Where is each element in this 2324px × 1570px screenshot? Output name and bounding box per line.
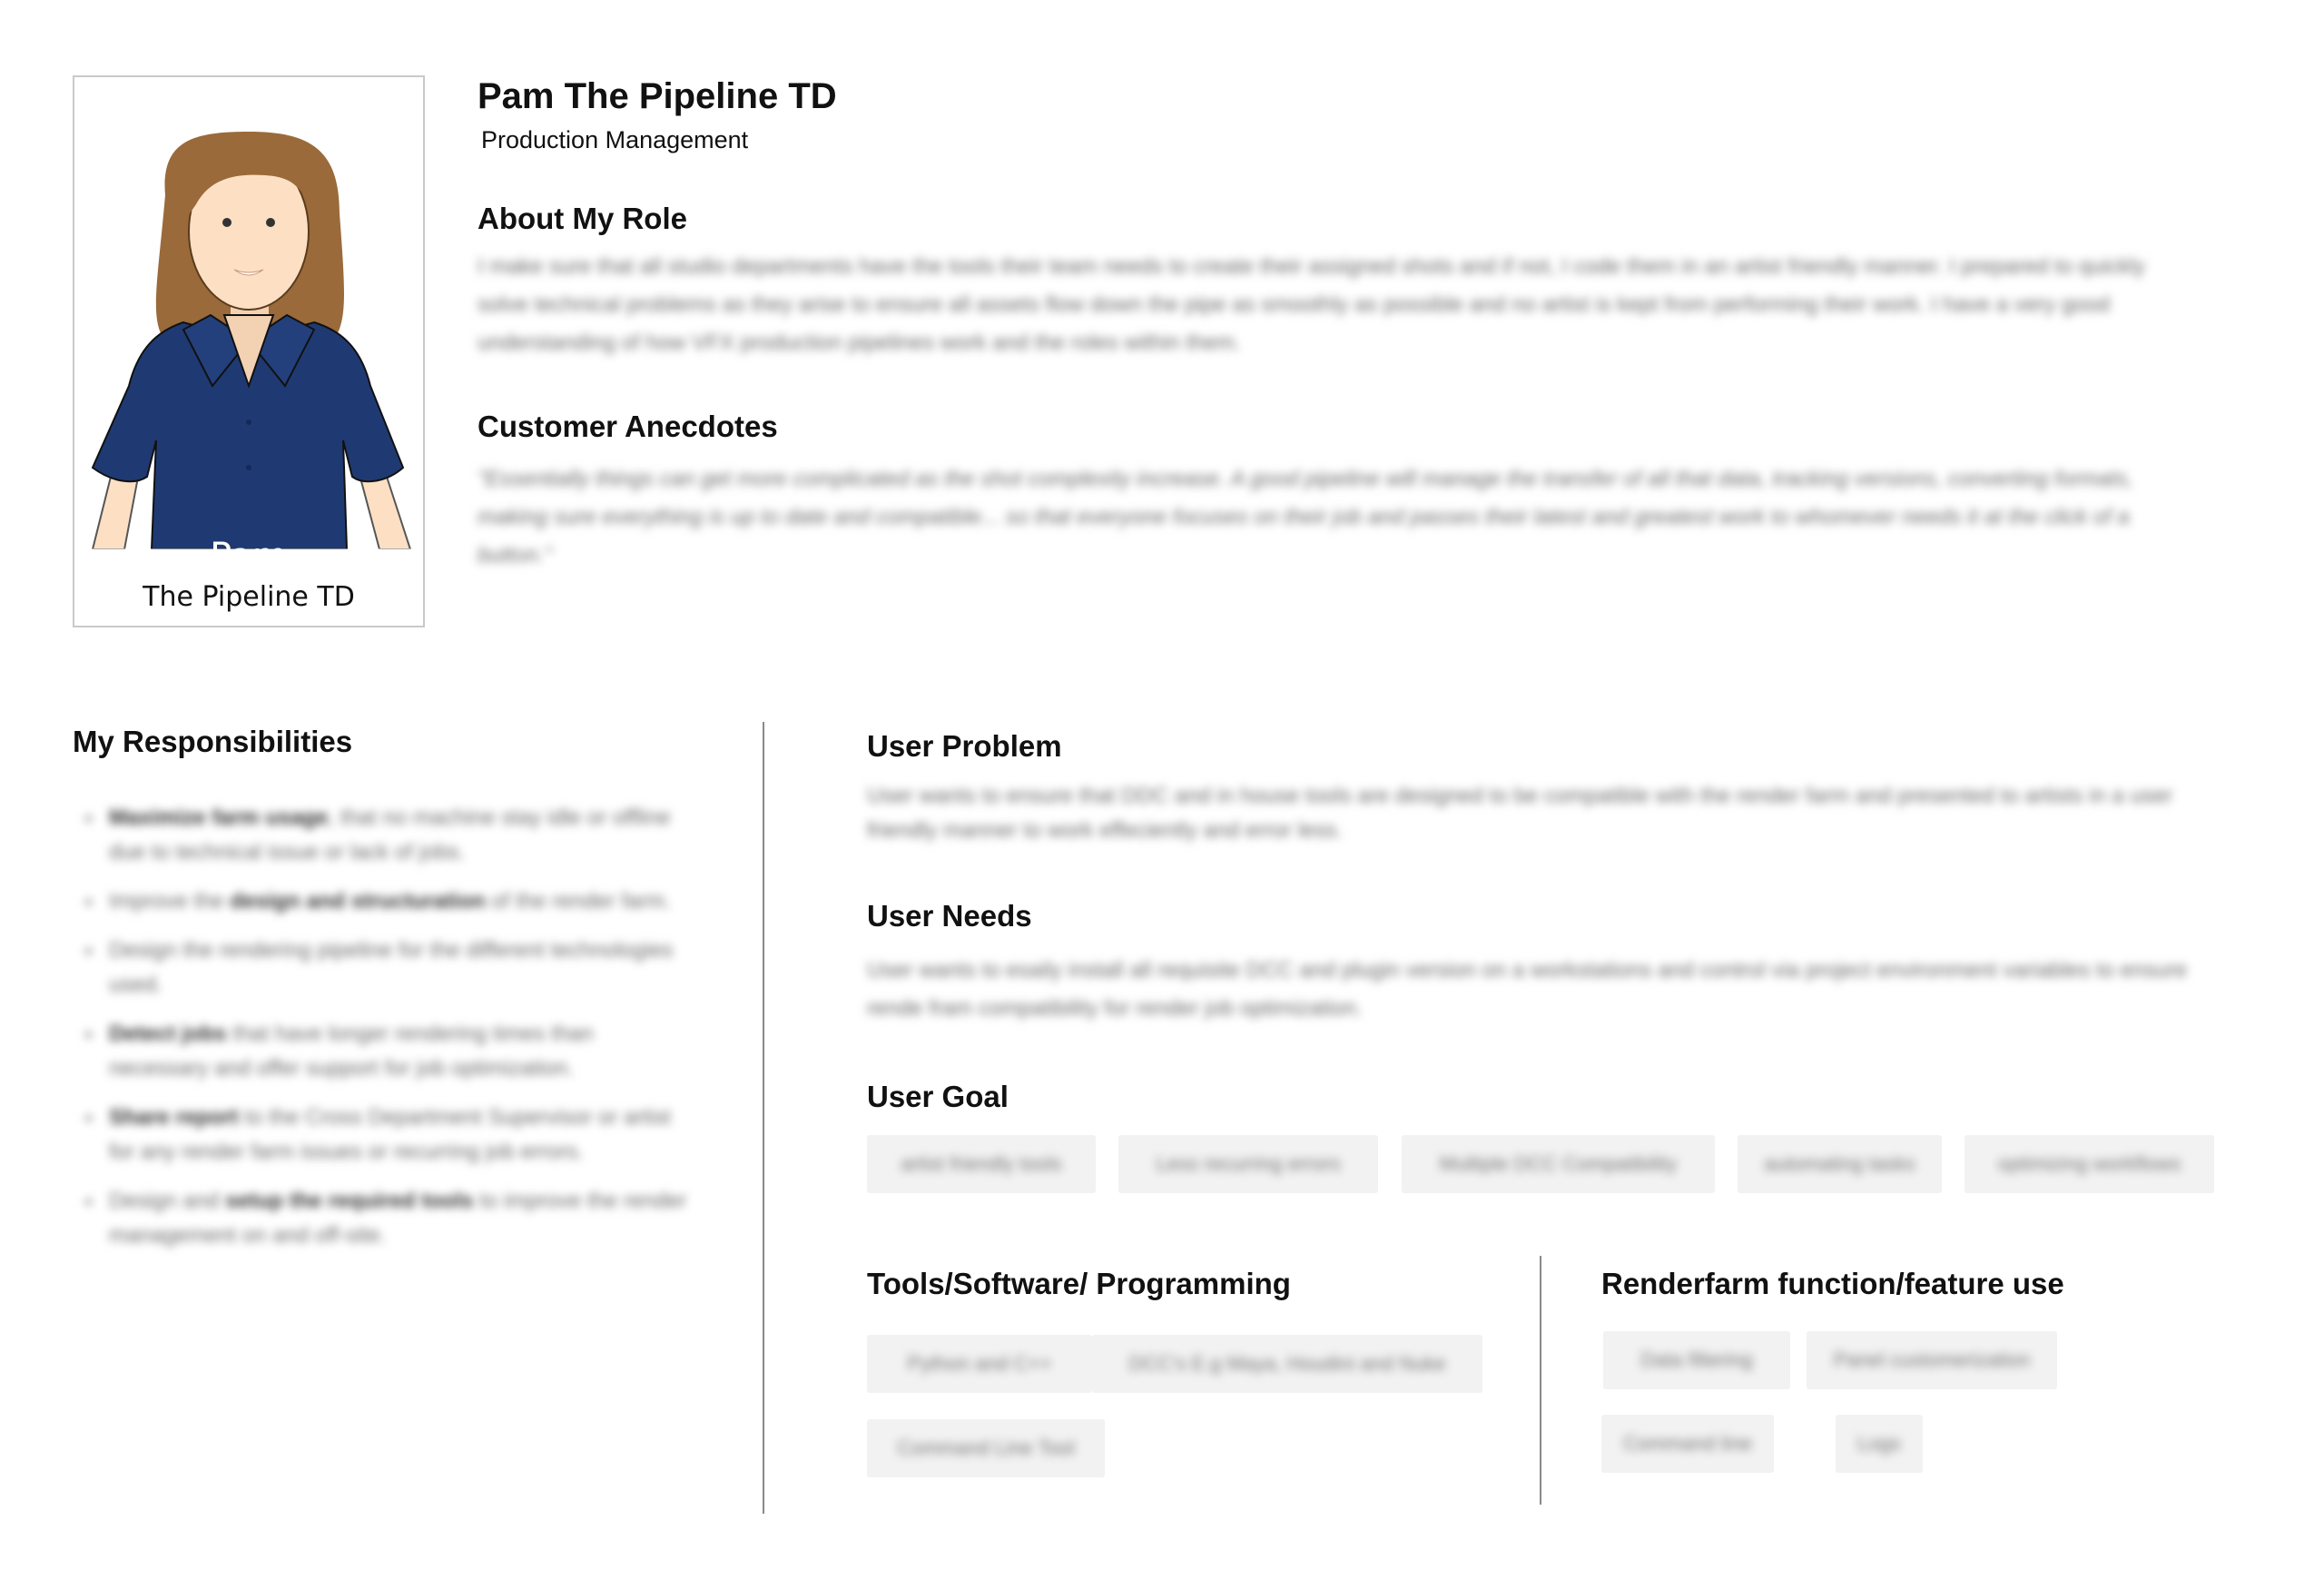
renderfarm-chip: Data filtering [1603, 1331, 1790, 1389]
about-heading: About My Role [478, 202, 687, 235]
list-item: Share report to the Cross Department Supervisor or artist for any render farm issues or recurring job errors. [73, 1101, 690, 1170]
goal-chip: Less recurring errors [1118, 1135, 1378, 1193]
list-item: Design the rendering pipeline for the different technologies used. [73, 933, 690, 1002]
persona-illustration [74, 77, 423, 549]
anecdotes-text: "Essentially things can get more complicated as the shot complexity increase. A good pipeline will manage the transfer of all that data, tracking versions, converting formats, making sure everything is up to date and compatible... so that everyone focuses on their job and passes their latest and greatest work to whomever needs it at the click of a button." [478, 467, 2133, 568]
user-needs-text: User wants to esaily install all requisite DCC and plugin version on a workstations and control via project environment variables to ensure rende fram compatibility for render job optimization. [867, 958, 2188, 1021]
list-item: Maximize farm usage, that no machine stay idle or offline due to technical issue or lack of jobs. [73, 801, 690, 870]
anecdotes-heading: Customer Anecdotes [478, 410, 778, 443]
renderfarm-heading: Renderfarm function/feature use [1601, 1267, 2064, 1300]
list-item: Design and setup the required tools to improve the render management on and off-site. [73, 1184, 690, 1253]
list-item: Detect jobs that have longer rendering times than necessary and offer support for job optimization. [73, 1017, 690, 1086]
goal-chip: Multiple DCC Compatibility [1402, 1135, 1715, 1193]
column-divider [763, 722, 764, 1514]
responsibilities-list [73, 801, 690, 1268]
tools-heading: Tools/Software/ Programming [867, 1267, 1291, 1300]
responsibilities-heading: My Responsibilities [73, 725, 353, 758]
list-item: Improve the design and structuration of the render farm. [73, 884, 690, 919]
renderfarm-chip: Command line [1601, 1415, 1774, 1473]
user-problem-heading: User Problem [867, 729, 1062, 763]
goal-chip: optimizing workflows [1965, 1135, 2214, 1193]
tools-chip: Python and C++ [867, 1335, 1092, 1393]
user-goal-heading: User Goal [867, 1080, 1009, 1113]
section-divider [1540, 1256, 1541, 1505]
page-title: Pam The Pipeline TD [478, 76, 837, 116]
renderfarm-chip: Panel customerization [1807, 1331, 2057, 1389]
user-problem-text: User wants to ensure that DDC and in house tools are designed to be compatible with the render farm and presented to artists in a user friendly manner to work effeciently and error less. [867, 784, 2173, 843]
persona-card [73, 75, 425, 627]
about-text: I make sure that all studio departments have the tools their team needs to create their assigned shots and if not, I code them in an artist friendly manner. I prepared to quickly solve technical problems as they arise to ensure all assets flow down the pipe as smoothly as possible and no artist is kept from performing their work. I have a very good understanding of how VFX production pipelines work and the roles within them. [478, 254, 2146, 355]
user-needs-heading: User Needs [867, 899, 1032, 933]
goal-chip: automating tasks [1738, 1135, 1942, 1193]
tools-chip: Command Line Tool [867, 1419, 1105, 1477]
page-subtitle: Production Management [481, 126, 749, 153]
tools-chip: DCC's E.g Maya, Houdini and Nuke [1092, 1335, 1482, 1393]
persona-caption: The Pipeline TD [143, 581, 355, 613]
renderfarm-chip: Logs [1836, 1415, 1923, 1473]
persona-name: Pam [210, 536, 288, 578]
goal-chip: artist friendly tools [867, 1135, 1096, 1193]
